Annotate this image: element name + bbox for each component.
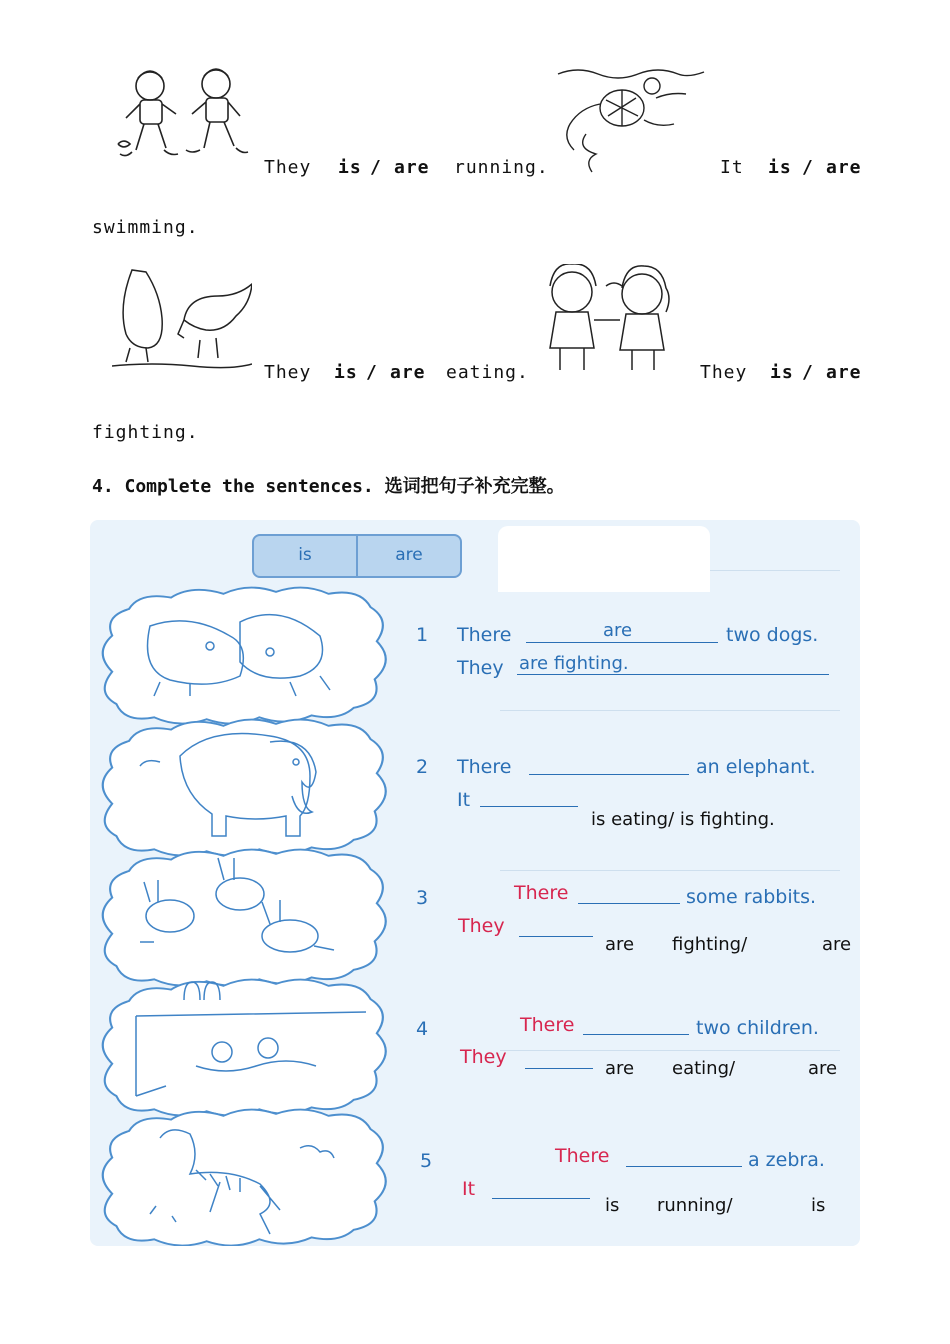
word-box-are: are [395, 545, 423, 565]
item-4-blank-1[interactable] [583, 1034, 689, 1035]
sentence-2-verb: swimming. [92, 217, 199, 238]
item-2-blank-1[interactable] [529, 774, 689, 775]
sentence-4-option-is[interactable]: is [770, 362, 794, 383]
eating-hens-picture [112, 266, 252, 380]
item-4-they: They [460, 1046, 507, 1068]
item-2-there: There [457, 756, 512, 778]
item-1-there: There [457, 624, 512, 646]
sentence-4-subject: They [700, 362, 748, 383]
item-3-they: They [458, 915, 505, 937]
item-1-blank-2[interactable] [517, 674, 829, 675]
sentence-3-slash: / [366, 362, 378, 383]
swimming-turtle-picture [556, 64, 706, 178]
sentence-3-subject: They [264, 362, 312, 383]
item-3-extra-1: are [605, 934, 635, 955]
item-5-extra-1: is [605, 1195, 620, 1216]
item-2-extra: is eating/ is fighting. [591, 809, 775, 830]
item-3-blank-1[interactable] [578, 903, 680, 904]
item-1-answer-1: are [603, 620, 633, 641]
sentence-1-option-are[interactable]: are [394, 157, 430, 178]
item-4-end: two children. [696, 1017, 819, 1039]
word-box [252, 534, 462, 578]
item-2-it: It [457, 789, 471, 811]
item-2-number: 2 [416, 756, 429, 778]
sentence-2-subject: It [720, 157, 744, 178]
sentence-4-verb: fighting. [92, 422, 199, 443]
item-4-extra-2: eating/ [672, 1058, 736, 1079]
item-3-there: There [514, 882, 569, 904]
sentence-2-option-is[interactable]: is [768, 157, 792, 178]
word-box-is: is [254, 536, 358, 576]
sentence-2-slash: / [802, 157, 814, 178]
sentence-3-option-are[interactable]: are [390, 362, 426, 383]
item-4-there: There [520, 1014, 575, 1036]
sentence-3-option-is[interactable]: is [334, 362, 358, 383]
sentence-1-verb: running. [454, 157, 549, 178]
item-1-number: 1 [416, 624, 429, 646]
section-4-heading: 4. Complete the sentences. 选词把句子补充完整。 [92, 476, 565, 497]
item-5-blank-2[interactable] [492, 1198, 590, 1199]
sentence-4-option-are[interactable]: are [826, 362, 862, 383]
item-4-extra-3: are [808, 1058, 838, 1079]
item-4-number: 4 [416, 1018, 429, 1040]
item-3-end: some rabbits. [686, 886, 817, 908]
sentence-1-subject: They [264, 157, 312, 178]
sentence-2-option-are[interactable]: are [826, 157, 862, 178]
item-5-end: a zebra. [748, 1149, 825, 1171]
sentence-3-verb: eating. [446, 362, 529, 383]
item-3-number: 3 [416, 887, 429, 909]
item-2-blank-2[interactable] [480, 806, 578, 807]
sentence-1-slash: / [370, 157, 382, 178]
item-3-blank-2[interactable] [519, 936, 593, 937]
item-3-extra-2: fighting/ [672, 934, 748, 955]
fighting-girls-picture [536, 264, 686, 380]
item-5-number: 5 [420, 1150, 433, 1172]
sentence-4-slash: / [802, 362, 814, 383]
item-4-blank-2[interactable] [525, 1068, 593, 1069]
item-1-end: two dogs. [726, 624, 819, 646]
item-5-extra-3: is [811, 1195, 826, 1216]
item-5-it: It [462, 1178, 476, 1200]
item-3-extra-3: are [822, 934, 852, 955]
item-5-blank-1[interactable] [626, 1166, 742, 1167]
item-5-there: There [555, 1145, 610, 1167]
picture-column [100, 586, 390, 1246]
item-1-blank-1[interactable] [526, 642, 718, 643]
item-1-they: They [457, 657, 504, 679]
running-boys-picture [112, 64, 252, 178]
item-4-extra-1: are [605, 1058, 635, 1079]
workbook-white-tab [498, 526, 710, 592]
item-5-extra-2: running/ [657, 1195, 733, 1216]
item-1-answer-2: are fighting. [519, 653, 629, 674]
item-2-end: an elephant. [696, 756, 816, 778]
sentence-1-option-is[interactable]: is [338, 157, 362, 178]
